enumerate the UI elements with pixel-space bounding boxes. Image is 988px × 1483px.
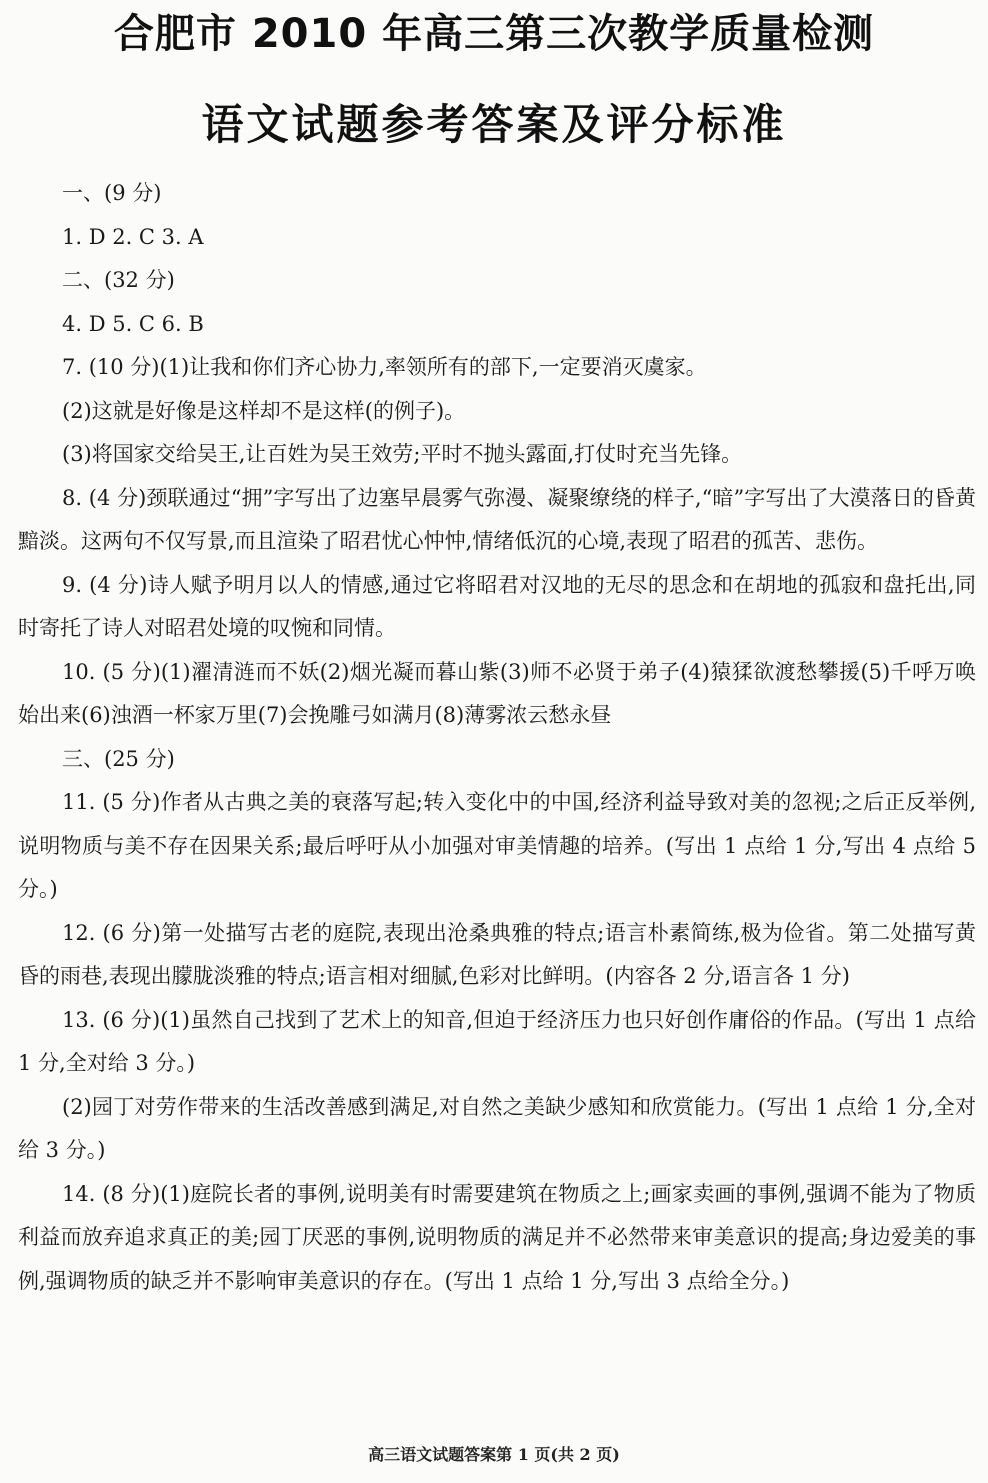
- answer-11: 11. (5 分)作者从古典之美的衰落写起;转入变化中的中国,经济利益导致对美的忽视;之后正反举例,说明物质与美不存在因果关系;最后呼吁从小加强对审美情趣的培养。(写出 1 点给 1 分,写出 4 点给 5 分。): [18, 790, 976, 901]
- answer-8: 8. (4 分)颈联通过“拥”字写出了边塞早晨雾气弥漫、凝聚缭绕的样子,“暗”字写出了大漠落日的昏黄黯淡。这两句不仅写景,而且渲染了昭君忧心忡忡,情绪低沉的心境,表现了昭君的孤苦、悲伤。: [18, 485, 976, 553]
- answer-14: 14. (8 分)(1)庭院长者的事例,说明美有时需要建筑在物质之上;画家卖画的事例,强调不能为了物质利益而放弃追求真正的美;园丁厌恶的事例,说明物质的满足并不必然带来审美意识的提高;身边爱美的事例,强调物质的缺乏并不影响审美意识的存在。(写出 1 点给 1 分,写出 3 点给全分。): [18, 1181, 976, 1293]
- page-footer: 高三语文试题答案第 1 页(共 2 页): [368, 1445, 620, 1464]
- answers-4-6: 4. D 5. C 6. B: [62, 311, 204, 336]
- answer-7-part-3: (3)将国家交给吴王,让百姓为吴王效劳;平时不抛头露面,打仗时充当先锋。: [62, 442, 743, 466]
- answer-13-part-2: (2)园丁对劳作带来的生活改善感到满足,对自然之美缺少感知和欣赏能力。(写出 1 点给 1 分,全对给 3 分。): [18, 1094, 976, 1162]
- section-heading-2: 二、(32 分): [62, 268, 175, 292]
- document-title: 语文试题参考答案及评分标准: [201, 100, 787, 149]
- answer-body: [18, 172, 976, 1303]
- answers-1-3: 1. D 2. C 3. A: [62, 224, 204, 249]
- answer-10: 10. (5 分)(1)濯清涟而不妖(2)烟光凝而暮山紫(3)师不必贤于弟子(4)猿猱欲渡愁攀援(5)千呼万唤始出来(6)浊酒一杯家万里(7)会挽雕弓如满月(8)薄雾浓云愁永昼: [18, 659, 976, 727]
- answer-13-part-1: 13. (6 分)(1)虽然自己找到了艺术上的知音,但迫于经济压力也只好创作庸俗的作品。(写出 1 点给 1 分,全对给 3 分。): [18, 1007, 976, 1075]
- answer-12: 12. (6 分)第一处描写古老的庭院,表现出沧桑典雅的特点;语言朴素简练,极为俭省。第二处描写黄昏的雨巷,表现出朦胧淡雅的特点;语言相对细腻,色彩对比鲜明。(内容各 2 分,语言各 1 分): [18, 920, 976, 988]
- answer-7-part-2: (2)这就是好像是这样却不是这样(的例子)。: [62, 398, 466, 423]
- section-heading-3: 三、(25 分): [62, 746, 175, 771]
- answer-9: 9. (4 分)诗人赋予明月以人的情感,通过它将昭君对汉地的无尽的思念和在胡地的孤寂和盘托出,同时寄托了诗人对昭君处境的叹惋和同情。: [18, 572, 976, 640]
- answer-7-part-1: 7. (10 分)(1)让我和你们齐心协力,率领所有的部下,一定要消灭虞家。: [62, 355, 707, 379]
- exam-title: 合肥市 2010 年高三第三次教学质量检测: [113, 11, 875, 57]
- section-heading-1: 一、(9 分): [62, 181, 162, 205]
